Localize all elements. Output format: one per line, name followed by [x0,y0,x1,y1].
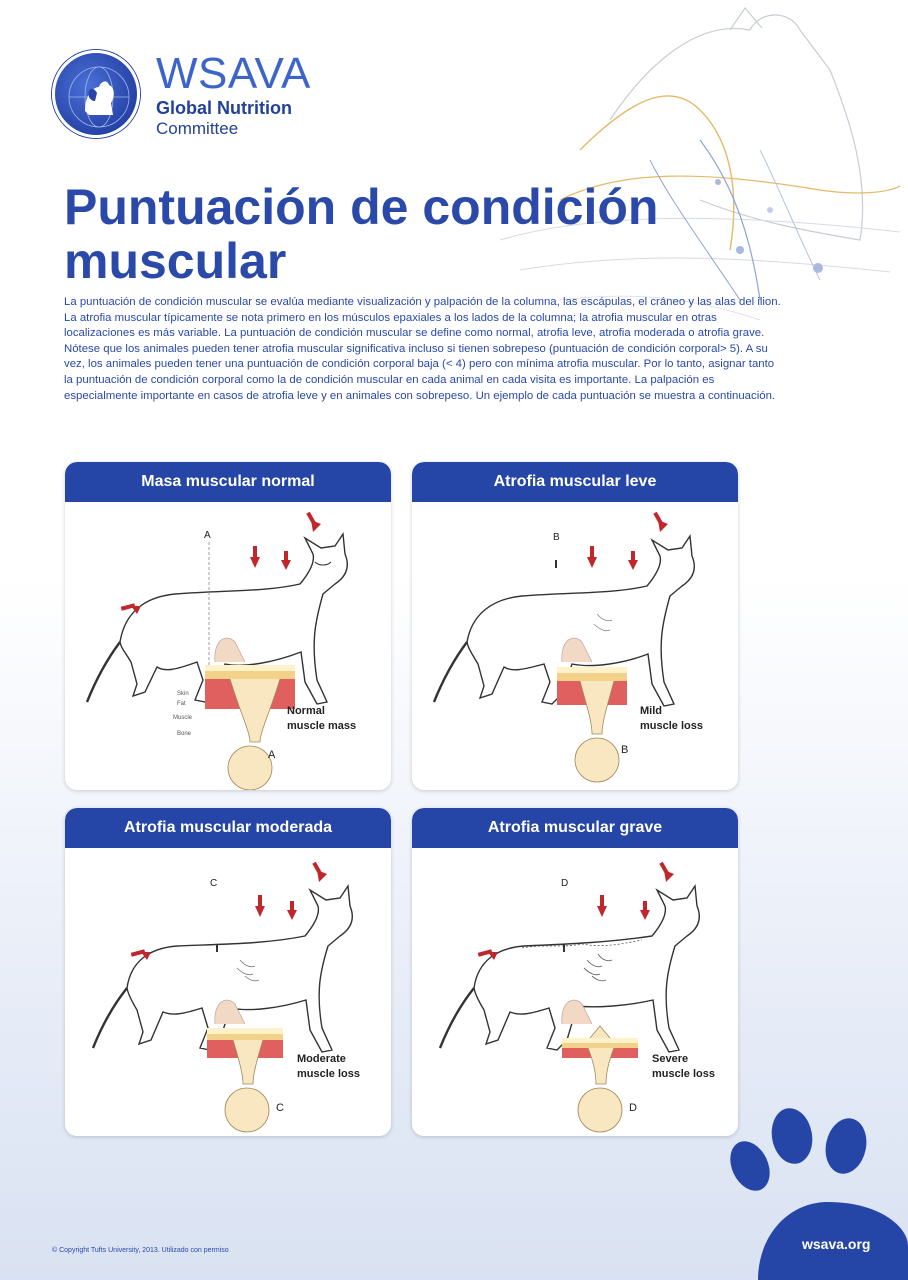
card-severe-loss: Atrofia muscular grave D Severe muscle loss D [412,808,738,1136]
card-heading: Masa muscular normal [65,462,391,502]
card-heading: Atrofia muscular grave [412,808,738,848]
caption-line-2: muscle mass [287,720,357,732]
card-normal-muscle: Masa muscular normal A Skin Fat Muscle Bone Normal muscle mass A [65,462,391,790]
figure-letter: C [276,1102,284,1114]
committee-line-1: Global Nutrition [156,98,292,118]
figure-letter: D [629,1102,637,1114]
caption-line-1: Normal [287,705,325,717]
wsava-logo [52,50,140,138]
caption-line-1: Mild [640,705,662,717]
website-link[interactable]: wsava.org [802,1236,871,1252]
caption-line-2: muscle loss [652,1068,715,1080]
card-mild-loss: Atrofia muscular leve B Mild muscle loss B [412,462,738,790]
figure-letter: B [621,744,629,756]
cat-moderate-illustration [65,848,391,1136]
globe-animals-icon [55,53,143,141]
copyright-notice: © Copyright Tufts University, 2013. Utilizado con permiso [52,1247,229,1254]
paw-print-icon [728,1106,908,1280]
caption-line-2: muscle loss [297,1068,360,1080]
figure-letter: A [268,749,276,761]
brand-block [156,49,311,139]
cat-normal-illustration [65,502,391,790]
card-heading: Atrofia muscular leve [412,462,738,502]
card-heading: Atrofia muscular moderada [65,808,391,848]
org-name: WSAVA [156,49,311,98]
card-moderate-loss: Atrofia muscular moderada C Moderate muscle loss C [65,808,391,1136]
committee-line-2: Committee [156,119,239,138]
caption-line-1: Moderate [297,1053,346,1065]
intro-paragraph: La puntuación de condición muscular se evalúa mediante visualización y palpación de la columna, las escápulas, el cráneo y las alas del ilion. La atrofia muscular típicamente se nota primero en los músculos epaxiales a los lados de la columna; la atrofia muscular en otras localizaciones es más variable. La puntuación de condición muscular se define como normal, atrofia leve, atrofia moderada o atrofia grave. Nótese que los animales pueden tener atrofia muscular significativa incluso si tienen sobrepeso (puntuación de condición corporal> 5). A su vez, los animales pueden tener una puntuación de condición corporal baja (< 4) pero con mínima atrofia muscular. Por lo tanto, asignar tanto la puntuación de condición corporal como la de condición muscular en cada animal en cada visita es importante. La palpación es especialmente importante en casos de atrofia leve y en animales con sobrepeso. Un ejemplo de cada puntuación se muestra a continuación. [64,296,781,402]
caption-line-2: muscle loss [640,720,703,732]
cat-mild-illustration [412,502,738,790]
page-title: Puntuación de condición muscular [64,179,659,289]
caption-line-1: Severe [652,1053,689,1065]
cat-severe-illustration [412,848,738,1136]
